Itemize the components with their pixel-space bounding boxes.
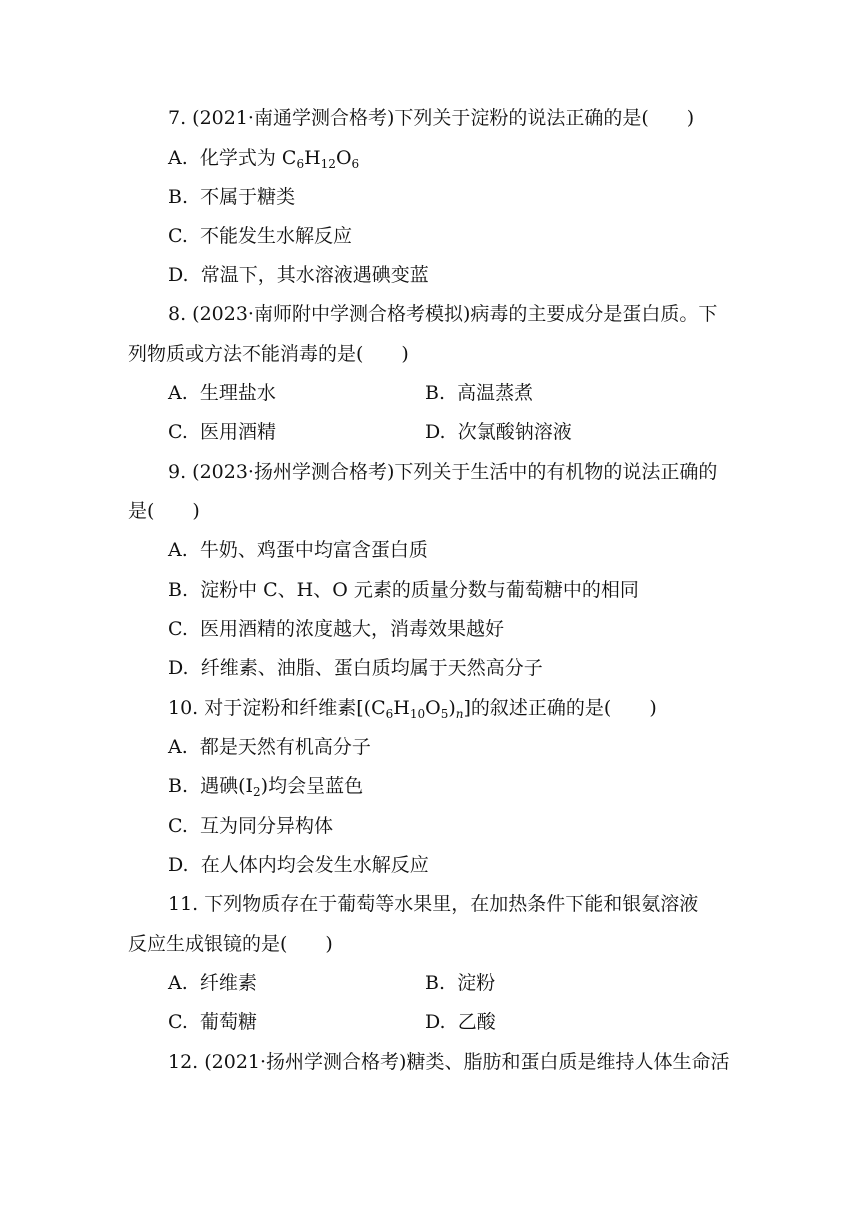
stem-text: ]的叙述正确的是( ) (463, 697, 657, 719)
option-text: 乙酸 (457, 1011, 496, 1033)
question-8-stem-line-2: 列物质或方法不能消毒的是( ) (128, 343, 409, 365)
question-9-stem-line-2: 是( ) (128, 500, 200, 522)
option-text: 化学式为 C (199, 147, 297, 169)
option-letter: C. (168, 618, 188, 640)
option-text: 纤维素、油脂、蛋白质均属于天然高分子 (200, 657, 543, 679)
question-7-option-d (168, 263, 429, 287)
option-letter: C. (168, 421, 188, 443)
option-letter: D. (425, 421, 446, 443)
option-text: 牛奶、鸡蛋中均富含蛋白质 (199, 539, 428, 561)
option-letter: B. (168, 579, 189, 601)
question-8-option-d (425, 420, 572, 444)
question-7-option-b (168, 185, 295, 209)
question-10-stem: 10. 对于淀粉和纤维素$[(C_6H_{10}O_5)_n]$的叙述正确的是( ) (168, 697, 657, 721)
question-7-option-c (168, 224, 352, 248)
option-text: 互为同分异构体 (200, 815, 334, 837)
option-text: 在人体内均会发生水解反应 (200, 854, 429, 876)
question-11-stem-line-1: 11. 下列物质存在于葡萄等水果里，在加热条件下能和银氨溶液 (168, 893, 699, 915)
question-7-option-a: A. 化学式为 $C_6H_{12}O_6$ (168, 147, 360, 171)
option-text: 淀粉中 C、H、O 元素的质量分数与葡萄糖中的相同 (200, 579, 639, 601)
option-letter: A. (168, 382, 188, 404)
option-text: 次氯酸钠溶液 (457, 421, 572, 443)
option-letter: D. (168, 854, 189, 876)
question-11-option-d (425, 1010, 496, 1034)
question-9-option-d (168, 656, 543, 680)
question-8-stem-line-1: 8. (2023·南师附中学测合格考模拟)病毒的主要成分是蛋白质。下 (168, 303, 718, 325)
question-10-option-b: B. 遇碘$(I_2)$均会呈蓝色 (168, 775, 364, 799)
question-7-stem: 7. (2021·南通学测合格考)下列关于淀粉的说法正确的是( ) (168, 107, 695, 129)
option-letter: B. (425, 972, 446, 994)
option-text: 遇碘(I (200, 775, 254, 797)
question-11-option-a (168, 971, 257, 995)
question-11-option-b (425, 971, 495, 995)
option-text: 医用酒精的浓度越大，消毒效果越好 (200, 618, 505, 640)
question-10-option-a (168, 735, 371, 759)
option-text: 医用酒精 (200, 421, 277, 443)
question-11-stem-line-2: 反应生成银镜的是( ) (128, 933, 333, 955)
question-9-option-b (168, 578, 639, 602)
question-10-option-d (168, 853, 429, 877)
option-text: 淀粉 (457, 972, 496, 994)
option-text: 不属于糖类 (200, 186, 296, 208)
question-8-option-a (168, 381, 276, 405)
option-text: 常温下，其水溶液遇碘变蓝 (200, 264, 429, 286)
option-letter: C. (168, 1011, 188, 1033)
option-letter: D. (425, 1011, 446, 1033)
option-letter: D. (168, 657, 189, 679)
option-letter: B. (168, 186, 189, 208)
question-9-stem-line-1: 9. (2023·扬州学测合格考)下列关于生活中的有机物的说法正确的 (168, 461, 718, 483)
option-text: 不能发生水解反应 (200, 225, 353, 247)
option-letter: A. (168, 972, 188, 994)
question-8-option-b (425, 381, 533, 405)
option-text: 生理盐水 (199, 382, 276, 404)
option-text: 都是天然有机高分子 (199, 736, 371, 758)
question-9-option-a (168, 538, 428, 562)
option-letter: B. (425, 382, 446, 404)
option-letter: D. (168, 264, 189, 286)
option-text: 葡萄糖 (200, 1011, 258, 1033)
option-letter: A. (168, 539, 188, 561)
question-12-stem-line-1: 12. (2021·扬州学测合格考)糖类、脂肪和蛋白质是维持人体生命活 (168, 1051, 730, 1073)
question-11-option-c (168, 1010, 257, 1034)
option-letter: A. (168, 736, 188, 758)
option-letter: C. (168, 815, 188, 837)
option-text: 高温蒸煮 (457, 382, 534, 404)
option-letter: A. (168, 147, 188, 169)
option-text: 纤维素 (199, 972, 257, 994)
question-10-option-c (168, 814, 333, 838)
option-letter: C. (168, 225, 188, 247)
option-text: )均会呈蓝色 (260, 775, 364, 797)
stem-text: 10. 对于淀粉和纤维素[(C (168, 697, 386, 719)
option-letter: B. (168, 775, 189, 797)
question-9-option-c (168, 617, 504, 641)
question-8-option-c (168, 420, 276, 444)
